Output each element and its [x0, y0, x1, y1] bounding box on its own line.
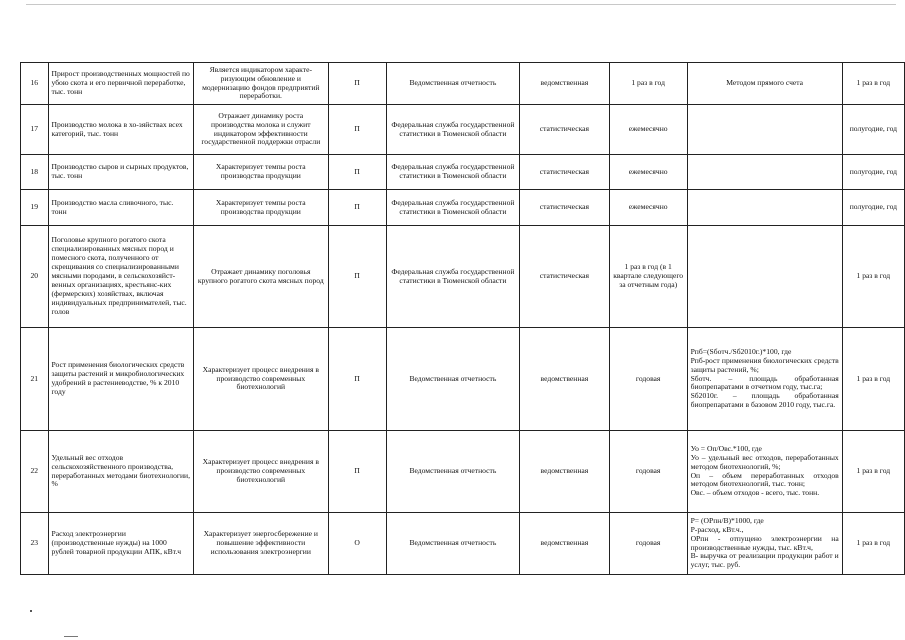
- reporting-frequency: годовая: [609, 328, 687, 431]
- reporting-period: полугодие, год: [842, 105, 904, 155]
- method-line: Р= (ОРпн/В)*1000, где: [690, 515, 764, 525]
- method-line: Рпб=(Sботч./Sб2010г.)*100, где: [690, 346, 792, 356]
- method-line: Sботч. – площадь обработанная биопрепаратами в отчетном году, тыс.га;: [690, 373, 839, 392]
- reporting-period: полугодие, год: [842, 190, 904, 226]
- indicator-type: П: [328, 105, 386, 155]
- reporting-kind: ведомственная: [520, 63, 610, 105]
- data-source: Федеральная служба государственной статистики в Тюменской области: [386, 105, 519, 155]
- indicator-name: Производство масла сливочного, тыс. тонн: [48, 190, 194, 226]
- table-row: [21, 155, 905, 190]
- row-number: 19: [21, 190, 49, 226]
- table-row: [21, 328, 905, 431]
- table-row: [21, 431, 905, 513]
- data-source: Федеральная служба государственной статистики в Тюменской области: [386, 226, 519, 328]
- scan-top-edge: [26, 4, 896, 5]
- reporting-kind: статистическая: [520, 105, 610, 155]
- indicator-description: Характеризует процесс внедрения в производство современных биотехнологий: [194, 431, 328, 513]
- calculation-method: [687, 513, 842, 575]
- indicator-type: П: [328, 431, 386, 513]
- row-number: 22: [21, 431, 49, 513]
- table-row: [21, 190, 905, 226]
- indicator-type: П: [328, 190, 386, 226]
- data-source: Ведомственная отчетность: [386, 431, 519, 513]
- method-line: Р-расход, кВт.ч.,: [690, 524, 744, 534]
- indicator-description: Является индикатором характе-ризующим обновление и модернизацию фондов предприятий переработки.: [194, 63, 328, 105]
- calculation-method: [687, 63, 842, 105]
- calculation-method: [687, 226, 842, 328]
- indicator-name: Удельный вес отходов сельскохозяйственного производства, переработанных методами биотехнологии, %: [48, 431, 194, 513]
- indicator-name: Рост применения биологических средств защиты растений и микробиологических удобрений в растениеводстве, % к 2010 году: [48, 328, 194, 431]
- reporting-kind: статистическая: [520, 190, 610, 226]
- scan-speck: [30, 610, 32, 612]
- row-number: 17: [21, 105, 49, 155]
- row-number: 23: [21, 513, 49, 575]
- indicator-type: П: [328, 328, 386, 431]
- data-source: Ведомственная отчетность: [386, 63, 519, 105]
- reporting-period: 1 раз в год: [842, 513, 904, 575]
- indicators-table-wrap: [20, 62, 905, 575]
- indicator-type: П: [328, 226, 386, 328]
- method-line: Рпб-рост применения биологических средств защиты растений, %;: [690, 355, 839, 374]
- reporting-kind: статистическая: [520, 155, 610, 190]
- indicator-description: Характеризует темпы роста производства продукции: [194, 190, 328, 226]
- reporting-frequency: ежемесячно: [609, 155, 687, 190]
- indicator-type: О: [328, 513, 386, 575]
- indicator-description: Характеризует процесс внедрения в производство современных биотехнологий: [194, 328, 328, 431]
- reporting-frequency: годовая: [609, 431, 687, 513]
- scan-bottom-mark: [64, 636, 78, 637]
- reporting-frequency: годовая: [609, 513, 687, 575]
- indicator-name: Расход электроэнергии (производственные нужды) на 1000 рублей товарной продукции АПК, кВт.ч: [48, 513, 194, 575]
- table-body: [21, 63, 905, 575]
- calculation-method: [687, 328, 842, 431]
- indicator-type: П: [328, 155, 386, 190]
- reporting-period: 1 раз в год: [842, 63, 904, 105]
- reporting-kind: ведомственная: [520, 513, 610, 575]
- reporting-kind: статистическая: [520, 226, 610, 328]
- reporting-period: 1 раз в год: [842, 328, 904, 431]
- method-line: Уо = Оп/Овс.*100, где: [690, 443, 762, 453]
- reporting-frequency: ежемесячно: [609, 105, 687, 155]
- reporting-frequency: 1 раз в год (в 1 квартале следующего за отчетным года): [609, 226, 687, 328]
- table-row: [21, 63, 905, 105]
- data-source: Федеральная служба государственной статистики в Тюменской области: [386, 155, 519, 190]
- data-source: Ведомственная отчетность: [386, 328, 519, 431]
- row-number: 20: [21, 226, 49, 328]
- table-row: [21, 513, 905, 575]
- method-line: Методом прямого счета: [726, 78, 804, 88]
- indicator-name: Производство молока в хо-зяйствах всех категорий, тыс. тонн: [48, 105, 194, 155]
- method-line: Уо – удельный вес отходов, переработанных методом биотехнологий, %;: [690, 452, 839, 471]
- calculation-method: [687, 155, 842, 190]
- indicator-type: П: [328, 63, 386, 105]
- indicator-description: Отражает динамику поголовья крупного рогатого скота мясных пород: [194, 226, 328, 328]
- method-line: Овс. – объем отходов - всего, тыс. тонн.: [690, 488, 820, 498]
- row-number: 21: [21, 328, 49, 431]
- reporting-period: 1 раз в год: [842, 226, 904, 328]
- method-line: Sб2010г. – площадь обработанная биопрепаратами в базовом 2010 году, тыс.га.: [690, 391, 839, 410]
- reporting-kind: ведомственная: [520, 431, 610, 513]
- data-source: Федеральная служба государственной статистики в Тюменской области: [386, 190, 519, 226]
- indicator-name: Поголовье крупного рогатого скота специализированных мясных пород и помесного скота, полученного от скрещивания со специализированными мясными породами, в сельскохозяйст-венных организациях, крестьянс-ких (фермерских) хозяйствах, включая индивидуальных предпринимателей, тыс. голов: [48, 226, 194, 328]
- indicator-description: Отражает динамику роста производства молока и служит индикатором эффективности государственной поддержки отрасли: [194, 105, 328, 155]
- indicator-description: Характеризует энергосбережение и повышение эффективности использования электроэнергии: [194, 513, 328, 575]
- calculation-method: [687, 105, 842, 155]
- reporting-frequency: ежемесячно: [609, 190, 687, 226]
- indicators-table: [20, 62, 905, 575]
- indicator-description: Характеризует темпы роста производства продукции: [194, 155, 328, 190]
- reporting-period: полугодие, год: [842, 155, 904, 190]
- table-row: [21, 226, 905, 328]
- indicator-name: Прирост производственных мощностей по убою скота и его первичной переработке, тыс. тонн: [48, 63, 194, 105]
- indicator-name: Производство сыров и сырных продуктов, тыс. тонн: [48, 155, 194, 190]
- calculation-method: [687, 431, 842, 513]
- reporting-period: 1 раз в год: [842, 431, 904, 513]
- row-number: 16: [21, 63, 49, 105]
- method-line: ОРпн - отпущено электроэнергии на производственные нужды, тыс. кВт.ч,: [690, 533, 839, 552]
- calculation-method: [687, 190, 842, 226]
- method-line: Оп – объем переработанных отходов методом биотехнологий, тыс. тонн;: [690, 470, 839, 489]
- reporting-kind: ведомственная: [520, 328, 610, 431]
- row-number: 18: [21, 155, 49, 190]
- table-row: [21, 105, 905, 155]
- method-line: В- выручка от реализации продукции работ и услуг, тыс. руб.: [690, 551, 839, 570]
- reporting-frequency: 1 раз в год: [609, 63, 687, 105]
- data-source: Ведомственная отчетность: [386, 513, 519, 575]
